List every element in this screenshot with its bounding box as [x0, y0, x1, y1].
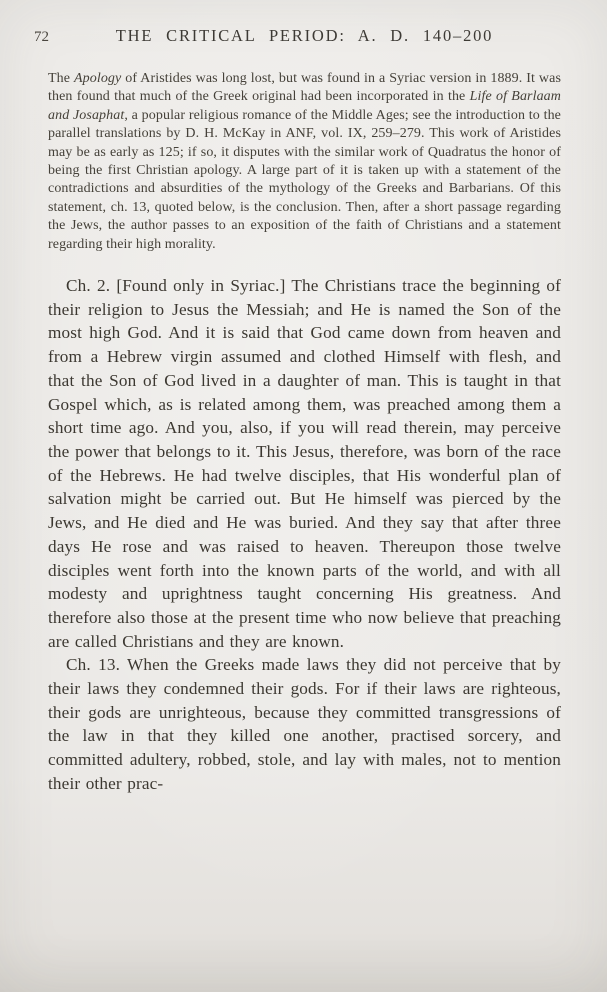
page-number: 72 [34, 29, 49, 45]
running-title: THE CRITICAL PERIOD: A. D. 140–200 [115, 26, 494, 45]
intro-italic-apology-title: Apology [73, 71, 122, 86]
page-header [34, 26, 561, 50]
body-paragraph-ch2: Ch. 2. [Found only in Syriac.] The Christians trace the beginning of their religion to Jesus the Messiah; and He is named the Son of the most high God. And it is said that God came down from heaven and from a Hebrew virgin assumed and clothed Himself with flesh, and that the Son of God lived in a daughter of man. This is taught in that Gospel which, as is related among them, was preached among them a short time ago. And you, also, if you will read therein, may perceive the power that belongs to it. This Jesus, therefore, was born of the race of the Hebrews. He had twelve disciples, that His wonderful plan of salvation might be carried out. But He himself was pierced by the Jews, and He died and He was buried. And they say that after three days He rose and was raised to heaven. Thereupon those twelve disciples went forth into the known parts of the world, and with all modesty and uprightness taught concerning His greatness. And therefore also those at the present time who now believe that preaching are called Christians and they are known. [48, 276, 561, 651]
intro-italic-barlaam-title: Life of Barlaam and Josaphat [48, 89, 561, 123]
intro-text-1: The [48, 71, 74, 86]
intro-text-2: of Aristides was long lost, but was found in a Syriac version in 1889. It was then found that much of the Greek original had been incorporated in the [48, 71, 561, 105]
intro-paragraph [48, 70, 561, 254]
intro-text-3: , a popular religious romance of the Middle Ages; see the introduction to the parallel translations by D. H. McKay in ANF, vol. IX, 259–279. This work of Aristides may be as early as 125; if so, it disputes with the similar work of Quadratus the honor of being the first Christian apology. A large part of it is taken up with a statement of the contradictions and absurdities of the mythology of the Greeks and Barbarians. Of this statement, ch. 13, quoted below, is the conclusion. Then, after a short passage regarding the Jews, the author passes to an exposition of the faith of Christians and a statement regarding their high morality. [48, 107, 561, 252]
body-paragraph-ch13: Ch. 13. When the Greeks made laws they did not perceive that by their laws they condemned their gods. For if their laws are righteous, their gods are unrighteous, because they committed transgressions of the law in that they killed one another, practised sorcery, and committed adultery, robbed, stole, and lay with males, not to mention their other prac- [48, 655, 561, 793]
